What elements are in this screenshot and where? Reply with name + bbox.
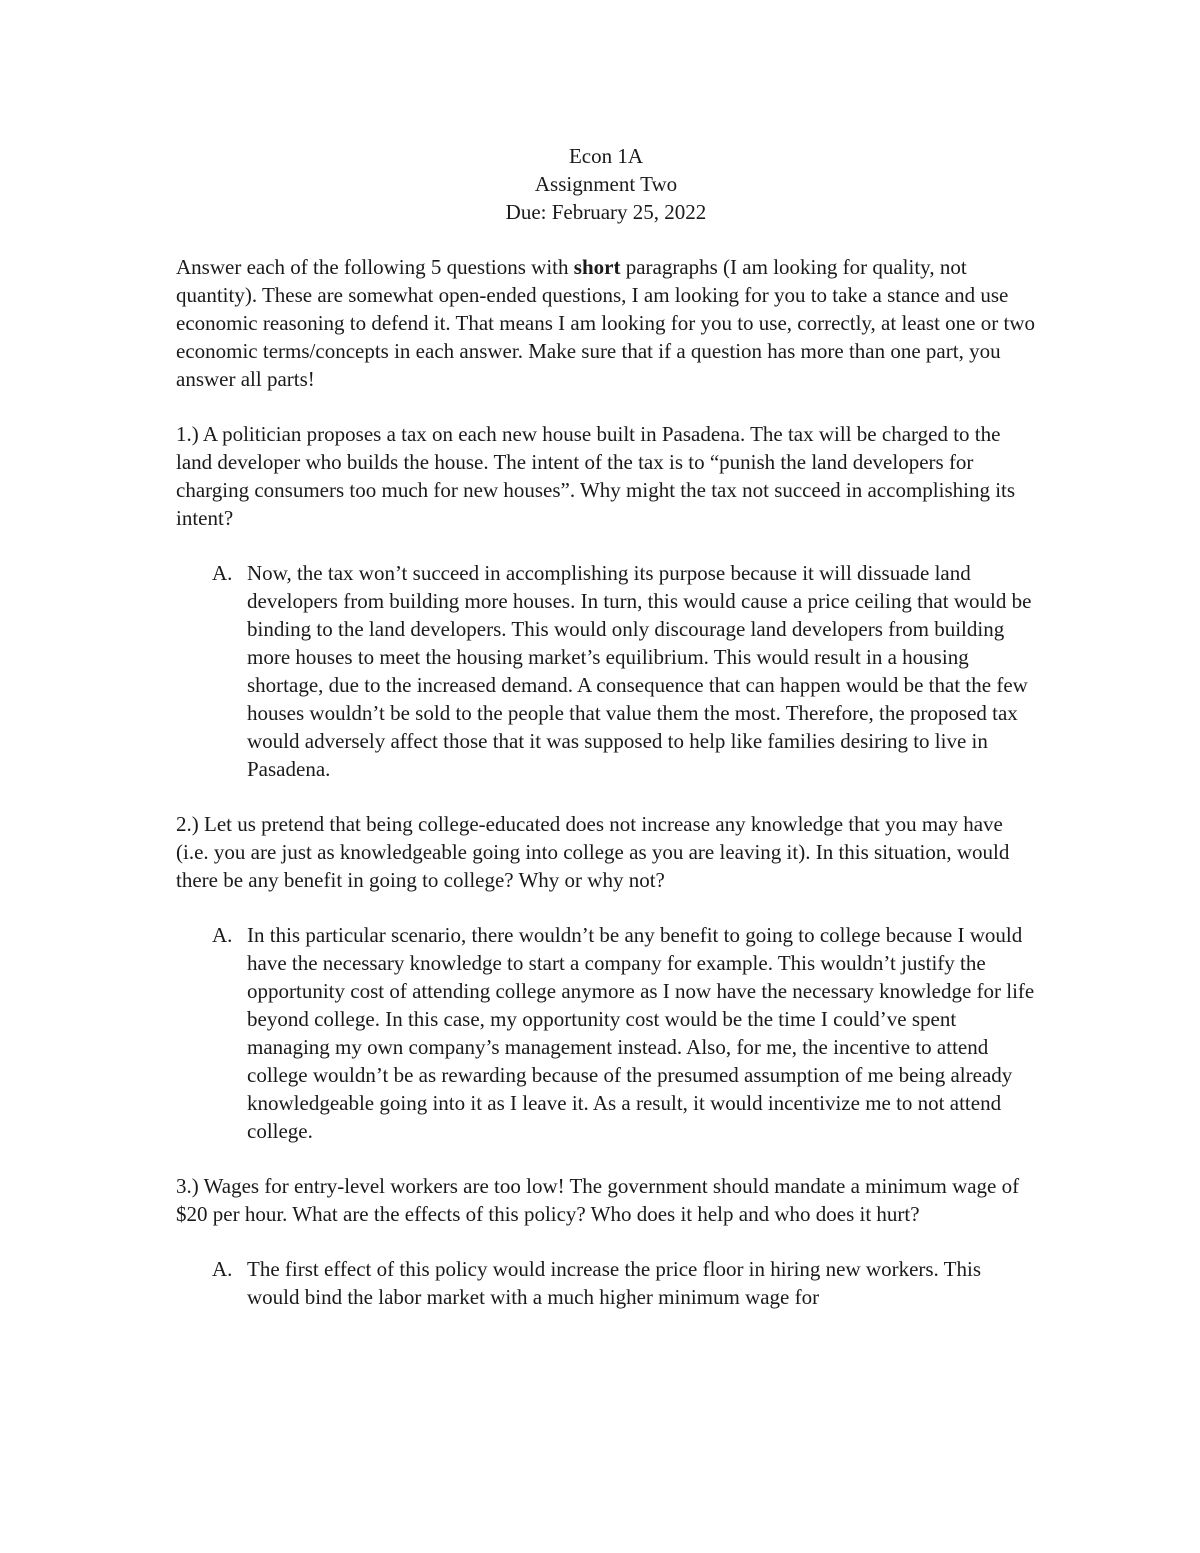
assignment-title: Assignment Two bbox=[534, 172, 678, 196]
instructions-paragraph bbox=[176, 253, 1036, 393]
answer-2-letter: A. bbox=[212, 923, 233, 947]
document-page bbox=[176, 142, 1036, 1338]
course-title: Econ 1A bbox=[568, 144, 644, 168]
document-header bbox=[176, 142, 1036, 226]
instructions-text-end: paragraphs (I am looking for quality, not quantity). These are somewhat open-ended questions, I am looking for you to take a stance and use economic reasoning to defend it. That means I am looking for you to use, correctly, at least one or two economic terms/concepts in each answer. Make sure that if a question has more than one part, you answer all parts! bbox=[176, 255, 1036, 391]
question-1: 1.) A politician proposes a tax on each new house built in Pasadena. The tax will be charged to the land developer who builds the house. The intent of the tax is to “punish the land developers for charging consumers too much for new houses”. Why might the tax not succeed in accomplishing its intent? bbox=[176, 422, 1016, 530]
answer-2-text: In this particular scenario, there wouldn’t be any benefit to going to college because I would have the necessary knowledge to start a company for example. This wouldn’t justify the opportunity cost of attending college anymore as I now have the necessary knowledge for life beyond college. In this case, my opportunity cost would be the time I could’ve spent managing my own company’s management instead. Also, for me, the incentive to attend college wouldn’t be as rewarding because of the presumed assumption of me being already knowledgeable going into it as I leave it. As a result, it would incentivize me to not attend college. bbox=[247, 923, 1035, 1143]
answer-3-letter: A. bbox=[212, 1257, 233, 1281]
answer-3-text: The first effect of this policy would increase the price floor in hiring new workers. This would bind the labor market with a much higher minimum wage for bbox=[247, 1257, 982, 1309]
answer-1-letter: A. bbox=[212, 561, 233, 585]
answer-1 bbox=[176, 559, 1036, 783]
answer-3 bbox=[176, 1255, 1036, 1311]
question-3: 3.) Wages for entry-level workers are too low! The government should mandate a minimum wage of $20 per hour. What are the effects of this policy? Who does it help and who does it hurt? bbox=[176, 1174, 1020, 1226]
instructions-emphasis: short bbox=[573, 255, 621, 279]
due-date: Due: February 25, 2022 bbox=[505, 200, 707, 224]
answer-1-text: Now, the tax won’t succeed in accomplishing its purpose because it will dissuade land developers from building more houses. In turn, this would cause a price ceiling that would be binding to the land developers. This would only discourage land developers from building more houses to meet the housing market’s equilibrium. This would result in a housing shortage, due to the increased demand. A consequence that can happen would be that the few houses wouldn’t be sold to the people that value them the most. Therefore, the proposed tax would adversely affect those that it was supposed to help like families desiring to live in Pasadena. bbox=[247, 561, 1032, 781]
answer-2 bbox=[176, 921, 1036, 1145]
instructions-text-start: Answer each of the following 5 questions with bbox=[176, 255, 574, 279]
question-2: 2.) Let us pretend that being college-educated does not increase any knowledge that you may have (i.e. you are just as knowledgeable going into college as you are leaving it). In this situation, would there be any benefit in going to college? Why or why not? bbox=[176, 812, 1010, 892]
